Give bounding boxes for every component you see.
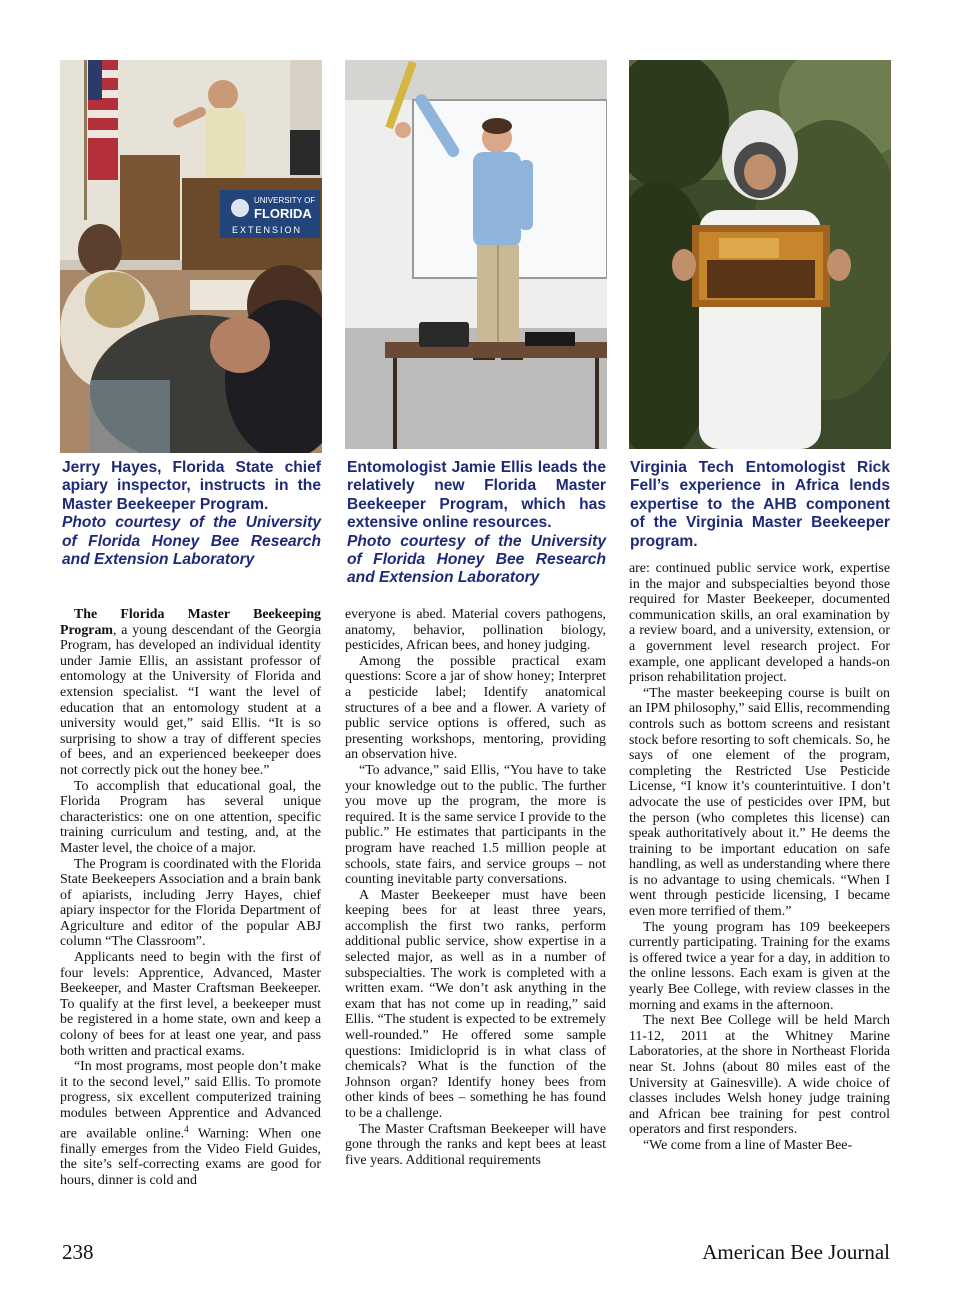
podium-sign-line3: EXTENSION [232,225,303,235]
column-3-paragraph-1: are: continued public service work, expertise in the major and subspecialties beyond those required for Master Beekeeper, documented communication skills, an oral examination by a review board, and a university, extension, or a government level research project. For example, one applicant developed a hands-on prison rehabilitation project. [629,561,890,686]
column-1-paragraph-1-text: , a young descendant of the Georgia Program, has developed an individual identity under Jamie Ellis, an assistant professor of entomology at the University of Florida and extension specialist. “I want the level of education that an entomology student at a university would get,” said Ellis. “It is so surprising to show a tray of different species of bees, and an experienced beekeeper does not correctly pick out the honey bee.” [60,622,321,778]
caption-photo-2 [347,459,606,588]
column-1-paragraph-5-text-cont: Warning: When one finally emerges from the Video Field Guides, the site’s self-correcting exams are good for hours, dinner is cold and [60,1126,321,1188]
column-2-paragraph-2: Among the possible practical exam questions: Score a jar of show honey; Interpret a pesticide label; Identify anatomical structures of a bee and a flower. A variety of public service options is offered, such as presenting workshops, mentoring, providing an observation hive. [345,653,606,763]
caption-1-credit: Photo courtesy of the University of Florida Honey Bee Research and Extension Laboratory [62,514,321,569]
article-column-3 [629,561,890,1154]
lead-in: The Florida Master Beekeeping Program [60,607,321,638]
podium-sign-line1: UNIVERSITY OF [254,196,316,205]
photo-jerry-hayes-lecture [60,60,322,453]
caption-2-credit: Photo courtesy of the University of Florida Honey Bee Research and Extension Laboratory [347,532,606,587]
caption-3-text: Virginia Tech Entomologist Rick Fell’s experience in Africa lends expertise to the AHB component of the Virginia Master Beekeeper program. [630,459,890,550]
column-1-paragraph-1 [60,607,321,779]
column-2-paragraph-3: “To advance,” said Ellis, “You have to take your knowledge out to the public. The further you move up the program, the more is required. It is the same service I provide to the public.” He estimates that participants in the program have reached 1.5 million people at schools, state fairs, and service groups – not counting inevitable party conversations. [345,762,606,888]
article-column-2 [345,607,606,1168]
caption-photo-3 [630,459,890,551]
column-1-paragraph-5 [60,1059,321,1188]
column-2-paragraph-1: everyone is abed. Material covers pathogens, anatomy, behavior, pollination biology, pesticides, African bees, and honey judging. [345,607,606,654]
column-1-paragraph-5-text: “In most programs, most people don’t make it to the second level,” said Ellis. To promote progress, six excellent computerized training modules between Apprentice and Advanced are available online. [60,1059,321,1142]
photo-jamie-ellis-presenting [345,60,607,449]
column-1-paragraph-3: The Program is coordinated with the Florida State Beekeepers Association and a brain bank of apiarists, including Jerry Hayes, chief apiary inspector for the Florida Department of Agriculture and editor of the popular ABJ column “The Classroom”. [60,856,321,950]
caption-photo-1 [62,459,321,569]
journal-title: American Bee Journal [702,1240,890,1264]
footnote-marker: 4 [184,1123,189,1134]
page-number: 238 [62,1240,94,1264]
column-3-paragraph-4: The next Bee College will be held March 11-12, 2011 at the Whitney Marine Laboratories, at the shore in Northeast Florida near St. Johns (about 80 miles east of the University at Gainesville). A wide choice of classes includes Welsh honey judge training and African bee training for pest control operators and first responders. [629,1013,890,1138]
caption-2-text: Entomologist Jamie Ellis leads the relatively new Florida Master Beekeeper Program, which has extensive online resources. [347,459,606,532]
podium-sign-line2: FLORIDA [254,206,312,221]
column-2-paragraph-4: A Master Beekeeper must have been keeping bees for at least three years, accomplish the first two ranks, perform additional public service, show expertise in a selected major, as well as in a number of subspecialties. The work is completed with a written exam. “We don’t ask anything in the exam that has not come up in reading,” said Ellis. “The student is expected to be extremely well-rounded.” He offered some sample questions: Imidicloprid is in what class of chemicals? What is the function of the Johnson organ? Identify honey bees from other kinds of bees – something he has found to be a challenge. [345,887,606,1121]
column-2-paragraph-5: The Master Craftsman Beekeeper will have gone through the ranks and kept bees at least five years. Additional requirements [345,1121,606,1168]
column-1-paragraph-2: To accomplish that educational goal, the Florida Program has several unique characteristics: one on one attention, specific training curriculum and testing, and, at the Master level, the choice of a major. [60,778,321,856]
photo-rick-fell-beekeeper [629,60,891,449]
caption-1-text: Jerry Hayes, Florida State chief apiary inspector, instructs in the Master Beekeeper Program. [62,459,321,513]
article-column-1 [60,607,321,1189]
column-3-paragraph-2: “The master beekeeping course is built on an IPM philosophy,” said Ellis, recommending controls such as bottom screens and resistant stock before resorting to soft chemicals. So, he says of one element of the program, completing the Restricted Use Pesticide License, “I know it’s counterintuitive. I don’t advocate the use of pesticides over IPM, but the person (who completes this license) can speak authoritatively about it.” He deems the training to be important education on safe handling, as well as understanding where there is no advantage to using chemicals. “When I went through pesticide licensing, I became even more terrified of them.” [629,685,890,920]
column-1-paragraph-4: Applicants need to begin with the first of four levels: Apprentice, Advanced, Master Beekeeper, and Master Craftsman Beekeeper. To qualify at the first level, a beekeeper must be registered in a home state, own and keep a colony of bees for at least one year, and pass both written and practical exams. [60,950,321,1059]
column-3-paragraph-5: “We come from a line of Master Bee- [643,1137,853,1153]
column-3-paragraph-3: The young program has 109 beekeepers currently participating. Training for the exams is offered twice a year for a day, in addition to the online lessons. Each exam is given at the yearly Bee College, with review classes in the morning and exams in the afternoon. [629,919,890,1013]
